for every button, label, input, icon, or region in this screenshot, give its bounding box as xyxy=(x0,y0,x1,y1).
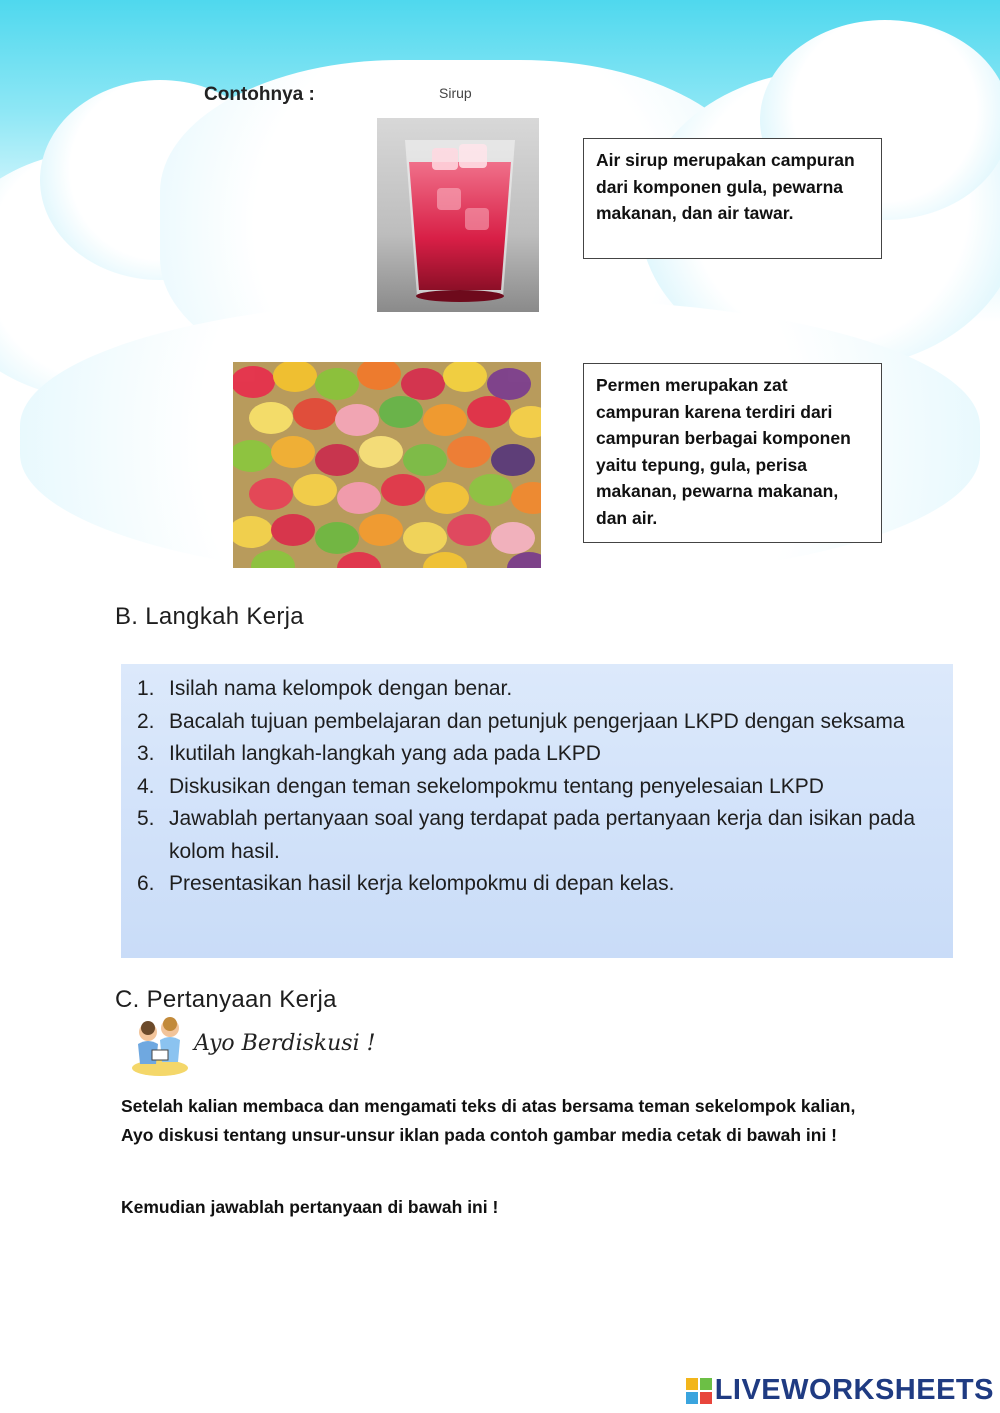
syrup-description: Air sirup merupakan campuran dari komponen gula, pewarna makanan, dan air tawar. xyxy=(596,150,855,223)
example-label: Contohnya : xyxy=(204,84,315,105)
step-item xyxy=(137,738,937,771)
liveworksheets-icon xyxy=(685,1377,713,1405)
step-text: Presentasikan hasil kerja kelompokmu di depan kelas. xyxy=(169,872,675,895)
glass-drawing xyxy=(377,118,539,312)
step-text: Ikutilah langkah-langkah yang ada pada LKPD xyxy=(169,742,601,765)
discussion-children-icon xyxy=(128,1014,192,1078)
ayo-berdiskusi-label: Ayo Berdiskusi ! xyxy=(194,1031,376,1056)
sirup-caption: Sirup xyxy=(439,85,472,101)
liveworksheets-logo[interactable] xyxy=(685,1374,994,1407)
syrup-glass-image xyxy=(377,118,539,312)
syrup-description-box xyxy=(583,138,882,259)
step-number: 4. xyxy=(137,774,155,798)
section-c-title: C. Pertanyaan Kerja xyxy=(115,986,337,1013)
answer-prompt: Kemudian jawablah pertanyaan di bawah ini ! xyxy=(121,1197,499,1217)
gummy-candy-image xyxy=(233,362,541,568)
step-number: 2. xyxy=(137,709,155,733)
step-number: 1. xyxy=(137,677,155,700)
step-text: Bacalah tujuan pembelajaran dan petunjuk pengerjaan LKPD dengan seksama xyxy=(169,709,905,733)
step-text: Isilah nama kelompok dengan benar. xyxy=(169,677,513,700)
children-icon xyxy=(128,1014,192,1078)
step-text: Jawablah pertanyaan soal yang terdapat pada pertanyaan kerja dan isikan pada kolom hasil. xyxy=(169,807,916,863)
step-item xyxy=(137,771,937,804)
candy-description-box xyxy=(583,363,882,543)
step-item xyxy=(137,868,937,901)
step-number: 3. xyxy=(137,742,155,765)
step-item xyxy=(137,706,937,739)
logo-text: LIVEWORKSHEETS xyxy=(714,1374,994,1406)
candy-drawing xyxy=(233,362,541,568)
step-number: 6. xyxy=(137,872,155,895)
steps-box xyxy=(121,664,953,958)
section-b-title: B. Langkah Kerja xyxy=(115,603,304,630)
candy-description: Permen merupakan zat campuran karena terdiri dari campuran berbagai komponen yaitu tepung, gula, perisa makanan, pewarna makanan, dan air. xyxy=(596,375,851,528)
steps-list xyxy=(137,673,937,901)
step-text: Diskusikan dengan teman sekelompokmu tentang penyelesaian LKPD xyxy=(169,774,824,798)
step-item xyxy=(137,803,937,868)
step-item xyxy=(137,673,937,706)
discussion-instruction: Setelah kalian membaca dan mengamati teks di atas bersama teman sekelompok kalian, Ayo diskusi tentang unsur-unsur iklan pada contoh gambar media cetak di bawah ini ! xyxy=(121,1096,856,1145)
step-number: 5. xyxy=(137,807,155,830)
